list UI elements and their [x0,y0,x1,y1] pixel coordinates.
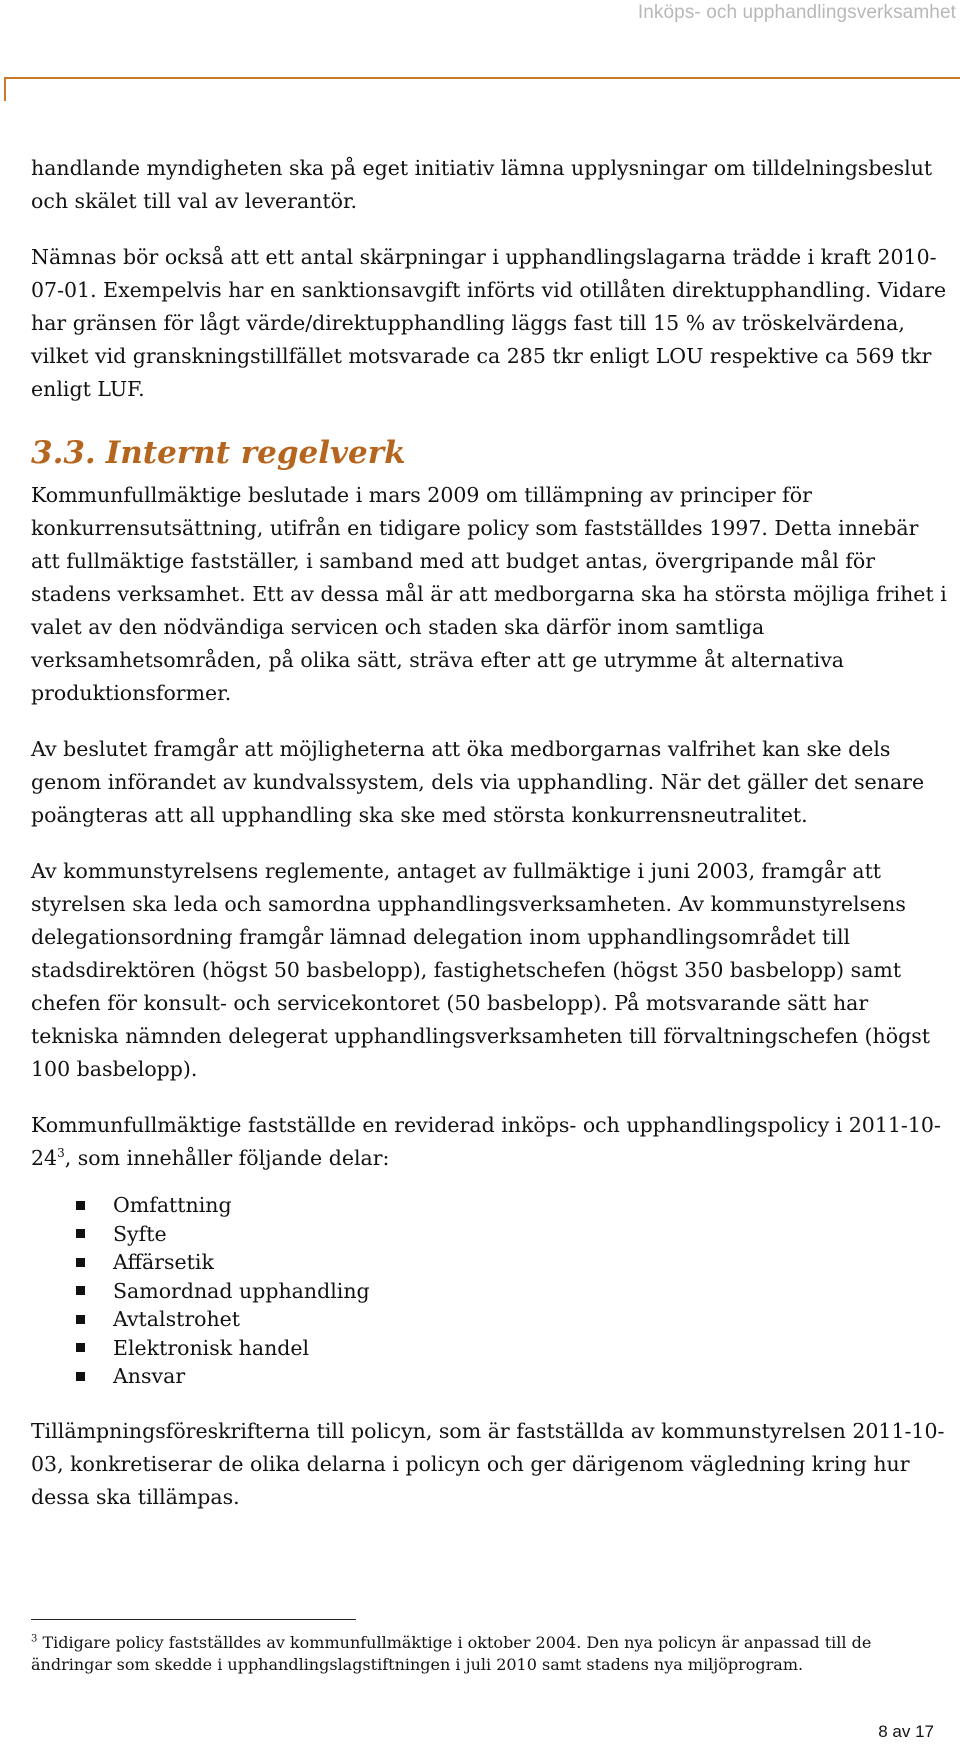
paragraph-konkurrensutsattning: Kommunfullmäktige beslutade i mars 2009 om tillämpning av principer för konkurrensutsättning, utifrån en tidigare policy som fastställdes 1997. Detta innebär att fullmäktige fastställer, i samband med att budget antas, övergripande mål för stadens verksamhet. Ett av dessa mål är att medborgarna ska ha största möjliga frihet i valet av den nödvändiga servicen och staden ska därför inom samtliga verksamhetsområden, på olika sätt, sträva efter att ge utrymme åt alternativa produktionsformer. [31,483,947,705]
square-bullet-icon [76,1201,85,1210]
header-rule-tick [4,77,6,101]
square-bullet-icon [76,1372,85,1381]
paragraph-skarpningar: Nämnas bör också att ett antal skärpningar i upphandlingslagarna trädde i kraft 2010-07-01. Exempelvis har en sanktionsavgift införts vid otillåten direktupphandling. Vidare har gränsen för lågt värde/direktupphandling läggs fast till 15 % av tröskelvärdena, vilket vid granskningstillfället motsvarade ca 285 tkr enligt LOU respektive ca 569 tkr enligt LUF. [31,245,947,401]
list-item-label: Avtalstrohet [113,1307,241,1331]
section-title: Internt regelverk [105,435,406,471]
footnote [31,1632,941,1676]
list-item [76,1305,951,1334]
list-item-label: Omfattning [113,1193,232,1217]
section-number: 3.3. [31,435,96,471]
footnote-number: 3 [31,1633,38,1645]
policy-parts-list [31,1191,951,1391]
list-item-label: Samordnad upphandling [113,1278,370,1303]
list-item-label: Syfte [113,1221,167,1246]
list-item [76,1220,951,1249]
list-item [76,1334,951,1363]
header-rule [4,77,960,79]
policy-intro-text: Kommunfullmäktige fastställde en reviderad inköps- och upphandlingspolicy i 2011-10-24 [31,1113,941,1170]
list-item-label: Elektronisk handel [113,1335,310,1360]
list-item-label: Affärsetik [113,1250,214,1274]
page-number: 8 av 17 [878,1722,934,1741]
paragraph-valfrihet: Av beslutet framgår att möjligheterna att öka medborgarnas valfrihet kan ske dels genom införandet av kundvalssystem, dels via upphandling. När det gäller det senare poängteras att all upphandling ska ske med största konkurrensneutralitet. [31,737,925,827]
footnote-reference: 3 [57,1146,65,1161]
policy-intro-tail: , som innehåller följande delar: [64,1146,390,1170]
running-header-title: Inköps- och upphandlingsverksamhet [637,2,956,23]
list-item [76,1248,951,1277]
paragraph-reglemente: Av kommunstyrelsens reglemente, antaget av fullmäktige i juni 2003, framgår att styrelsen ska leda och samordna upphandlingsverksamheten. Av kommunstyrelsens delegationsordning framgår lämnad delegation inom upphandlingsområdet till stadsdirektören (högst 50 basbelopp), fastighetschefen (högst 350 basbelopp) samt chefen för konsult- och servicekontoret (50 basbelopp). På motsvarande sätt har tekniska nämnden delegerat upphandlingsverksamheten till förvaltningschefen (högst 100 basbelopp). [31,859,930,1081]
square-bullet-icon [76,1286,85,1295]
list-item [76,1362,951,1391]
square-bullet-icon [76,1258,85,1267]
paragraph-tilldelningsbeslut: handlande myndigheten ska på eget initiativ lämna upplysningar om tilldelningsbeslut och skälet till val av leverantör. [31,156,933,213]
square-bullet-icon [76,1229,85,1238]
square-bullet-icon [76,1315,85,1324]
page-body [31,152,951,1537]
section-heading [31,429,951,477]
paragraph-policy [31,1109,951,1175]
list-item-label: Ansvar [113,1364,186,1388]
paragraph-tillampningsforeskrifter: Tillämpningsföreskrifterna till policyn, som är fastställda av kommunstyrelsen 2011-10-03, konkretiserar de olika delarna i policyn och ger därigenom vägledning kring hur dessa ska tillämpas. [31,1418,945,1509]
list-item [76,1191,951,1220]
list-item [76,1277,951,1306]
square-bullet-icon [76,1343,85,1352]
footnote-separator [31,1619,356,1620]
footnote-text: Tidigare policy fastställdes av kommunfullmäktige i oktober 2004. Den nya policyn är anpassad till de ändringar som skedde i upphandlingslagstiftningen i juli 2010 samt stadens nya miljöprogram. [31,1633,872,1674]
